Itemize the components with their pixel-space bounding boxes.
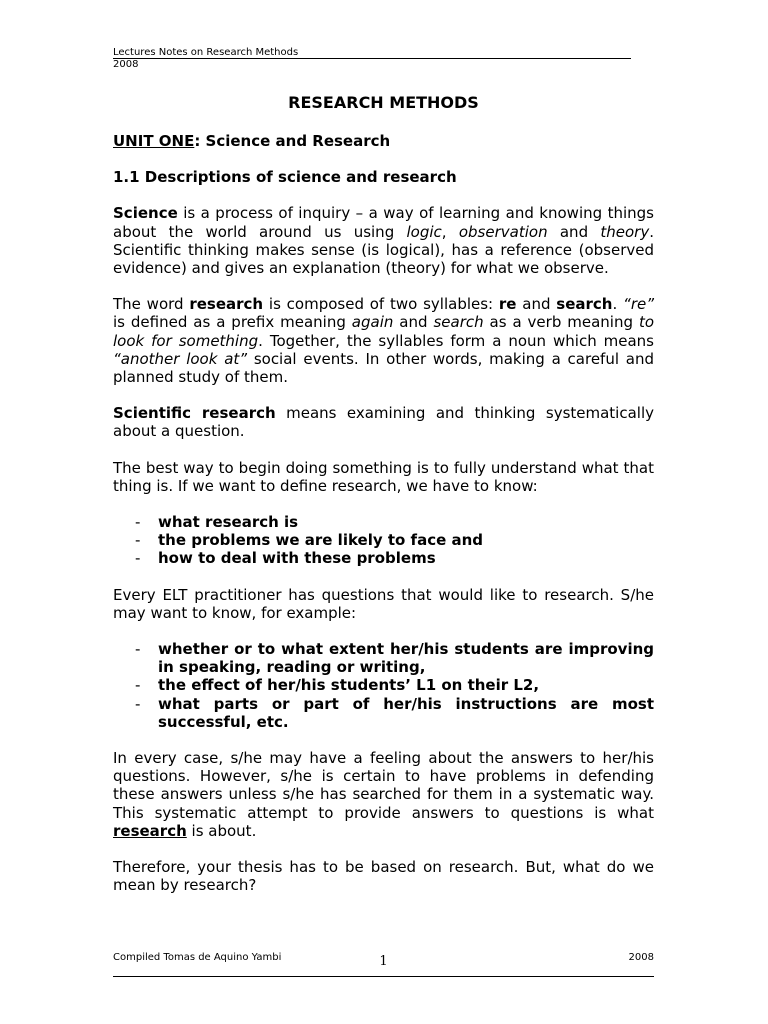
dash-marker: - xyxy=(135,549,141,568)
paragraph-therefore: Therefore, your thesis has to be based on research. But, what do we mean by research? xyxy=(113,858,654,895)
italic-re: “re” xyxy=(623,295,654,314)
dash-marker: - xyxy=(135,676,141,695)
text-run: . Scientific thinking makes sense (is logical), has a reference (observed evidence) and gives an explanation (theory) for what we observe. xyxy=(113,222,654,278)
list-item xyxy=(113,531,654,549)
running-header xyxy=(113,47,631,70)
text-run: is a process of inquiry – a way of learning and knowing things about the world around us using xyxy=(113,204,654,241)
paragraph-elt-practitioner: Every ELT practitioner has questions that would like to research. S/he may want to know, for example: xyxy=(113,585,654,622)
text-run: social events. In other words, making a careful and planned study of them. xyxy=(113,349,654,387)
italic-theory: theory xyxy=(600,222,650,241)
paragraph-best-way: The best way to begin doing something is to fully understand what that thing is. If we want to define research, we have to know: xyxy=(113,458,654,495)
italic-observation: observation xyxy=(458,222,548,241)
italic-search: search xyxy=(433,313,484,332)
dash-marker: - xyxy=(135,513,141,532)
page-number: 1 xyxy=(379,954,388,969)
footer-author: Compiled Tomas de Aquino Yambi xyxy=(113,952,282,963)
header-title: Lectures Notes on Research Methods xyxy=(113,47,631,59)
header-year: 2008 xyxy=(113,59,139,70)
text-run: and xyxy=(547,222,601,241)
list-item-text: the effect of her/his students’ L1 on their L2, xyxy=(158,676,540,695)
text-run: means examining and thinking systematically about a question. xyxy=(113,404,655,441)
text-run: and xyxy=(516,295,557,314)
list-item xyxy=(113,640,654,676)
text-run: is composed of two syllables: xyxy=(263,295,499,314)
term-re: re xyxy=(498,295,517,314)
section-heading: 1.1 Descriptions of science and research xyxy=(113,168,457,187)
list-elt-questions xyxy=(113,640,654,731)
list-item xyxy=(113,676,654,694)
text-run: and xyxy=(393,313,434,332)
page-footer xyxy=(113,950,654,977)
term-scientific-research: Scientific research xyxy=(113,404,276,423)
list-item xyxy=(113,695,654,731)
dash-marker: - xyxy=(135,531,141,550)
text-run: The word xyxy=(113,295,190,314)
document-body xyxy=(113,92,654,913)
term-research-underlined: research xyxy=(113,821,187,840)
text-run: In every case, s/he may have a feeling about the answers to her/his questions. However, s/he is certain to have problems in defending these answers unless s/he has searched for them in a systematic way. This systematic attempt to provide answers to questions is what xyxy=(113,749,654,822)
list-item-text: whether or to what extent her/his students are improving in speaking, reading or writing, xyxy=(158,640,654,677)
text-run: is about. xyxy=(186,821,257,840)
unit-title: : Science and Research xyxy=(194,132,391,150)
document-title: RESEARCH METHODS xyxy=(288,93,479,112)
list-item-text: what parts or part of her/his instructions are most successful, etc. xyxy=(158,694,654,731)
text-run: , xyxy=(441,222,459,241)
list-item xyxy=(113,513,654,531)
text-run: is defined as a prefix meaning xyxy=(113,313,352,332)
term-science: Science xyxy=(113,204,178,223)
dash-marker: - xyxy=(135,640,141,659)
paragraph-scientific-research xyxy=(113,404,654,440)
italic-logic: logic xyxy=(406,222,442,241)
italic-look-for: to look for something xyxy=(113,313,654,350)
term-search: search xyxy=(556,295,613,314)
italic-another-look: “another look at” xyxy=(113,349,248,368)
list-item-text: the problems we are likely to face and xyxy=(158,531,484,550)
paragraph-science xyxy=(113,204,654,277)
unit-heading xyxy=(113,132,654,150)
text-run: as a verb meaning xyxy=(483,313,639,332)
text-run: . xyxy=(612,295,624,314)
unit-label: UNIT ONE xyxy=(113,132,195,150)
term-research: research xyxy=(189,295,264,314)
footer-year: 2008 xyxy=(628,952,654,963)
list-item xyxy=(113,549,654,567)
dash-marker: - xyxy=(135,694,141,713)
text-run: . Together, the syllables form a noun which means xyxy=(258,331,654,350)
paragraph-every-case xyxy=(113,749,654,840)
list-item-text: what research is xyxy=(158,513,299,532)
list-item-text: how to deal with these problems xyxy=(158,549,436,568)
paragraph-research-word xyxy=(113,295,654,386)
list-research-topics xyxy=(113,513,654,568)
italic-again: again xyxy=(351,313,394,332)
